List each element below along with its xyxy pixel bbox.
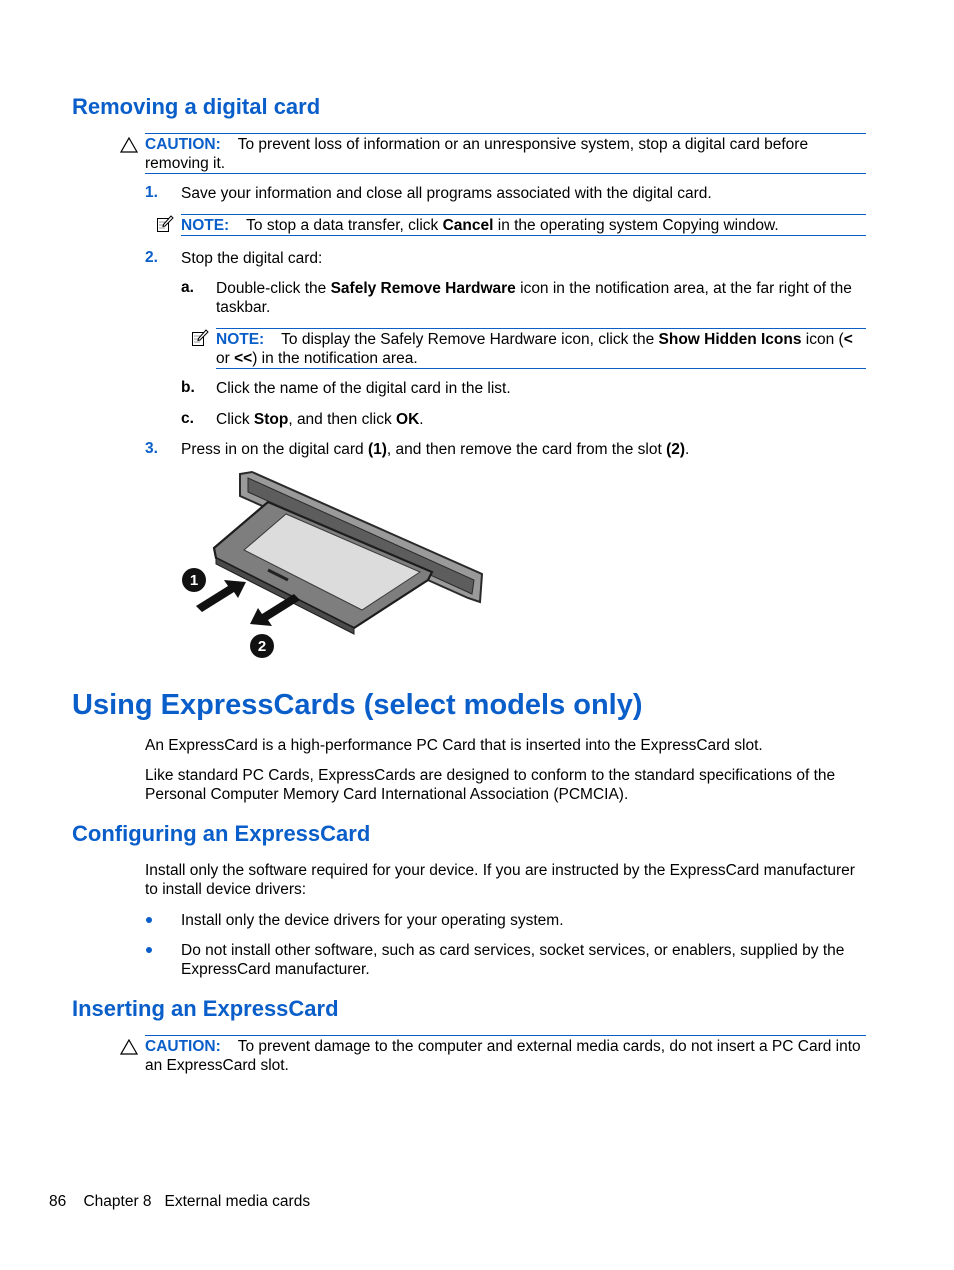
substep-bold: OK xyxy=(396,411,420,428)
caution-box xyxy=(145,133,866,174)
bullet-icon xyxy=(146,947,152,953)
substep-bold: Safely Remove Hardware xyxy=(330,280,516,297)
step-number: 2. xyxy=(145,249,158,266)
note-label: NOTE: xyxy=(181,217,230,234)
note-text: To stop a data transfer, click xyxy=(246,217,443,234)
step-number: 1. xyxy=(145,184,158,201)
note-box xyxy=(181,214,866,236)
section-heading-removing-digital-card: Removing a digital card xyxy=(72,94,321,119)
note-text: To display the Safely Remove Hardware icon, click the xyxy=(281,331,659,348)
note-bold: Cancel xyxy=(442,217,494,234)
substep-text-part: icon in the notification area, at the far right of the taskbar. xyxy=(216,280,852,316)
bullet-text: Install only the device drivers for your operating system. xyxy=(181,912,564,929)
paragraph: An ExpressCard is a high-performance PC Card that is inserted into the ExpressCard slot. xyxy=(145,737,763,754)
substep-letter: a. xyxy=(181,279,194,296)
callout-2-label: 2 xyxy=(257,638,267,655)
caution-label: CAUTION: xyxy=(145,136,221,153)
bullet-text: Do not install other software, such as card services, socket services, or enablers, supplied by the ExpressCard manufacturer. xyxy=(181,942,845,978)
substep-text-part: Click xyxy=(216,411,254,428)
substep-letter: c. xyxy=(181,410,194,427)
step-text-part: Press in on the digital card xyxy=(181,441,368,458)
note-text: icon ( xyxy=(801,331,844,348)
section-heading-configuring-expresscard: Configuring an ExpressCard xyxy=(72,821,371,846)
substep-text-part: . xyxy=(419,411,424,428)
substep-letter: b. xyxy=(181,379,195,396)
step-bold: (1) xyxy=(367,441,387,458)
callout-1-label: 1 xyxy=(189,572,199,589)
step-text: Stop the digital card: xyxy=(181,250,323,267)
caution-triangle-icon xyxy=(120,137,138,153)
paragraph: Like standard PC Cards, ExpressCards are designed to conform to the standard specifications of the Personal Computer Memory Card International Association (PCMCIA). xyxy=(145,767,836,803)
note-pencil-icon xyxy=(156,215,174,233)
note-text: or xyxy=(216,350,235,367)
step-text: Save your information and close all programs associated with the digital card. xyxy=(181,185,712,202)
page-footer xyxy=(49,1193,310,1211)
step-text-part: . xyxy=(685,441,690,458)
footer-chapter: Chapter 8 xyxy=(83,1193,152,1210)
footer-title: External media cards xyxy=(164,1193,311,1210)
caution-text: To prevent loss of information or an unresponsive system, stop a digital card before removing it. xyxy=(145,136,809,172)
note-box xyxy=(216,328,866,369)
digital-card-removal-illustration xyxy=(178,468,488,664)
bullet-icon xyxy=(146,917,152,923)
step-bold: (2) xyxy=(666,441,686,458)
caution-text: To prevent damage to the computer and external media cards, do not insert a PC Card into an ExpressCard slot. xyxy=(145,1038,861,1074)
note-bold: Show Hidden Icons xyxy=(658,331,802,348)
remove-arrow-icon xyxy=(250,594,300,626)
step-text xyxy=(181,440,867,459)
note-bold: << xyxy=(234,350,253,367)
note-text: ) in the notification area. xyxy=(252,350,418,367)
note-bold: < xyxy=(843,331,853,348)
substep-text-part: Double-click the xyxy=(216,280,331,297)
substep-text xyxy=(216,410,867,429)
note-pencil-icon xyxy=(191,329,209,347)
substep-text xyxy=(216,279,867,317)
caution-label: CAUTION: xyxy=(145,1038,221,1055)
page-number: 86 xyxy=(49,1193,67,1210)
step-number: 3. xyxy=(145,440,158,457)
substep-text: Click the name of the digital card in the list. xyxy=(216,380,511,397)
section-heading-inserting-expresscard: Inserting an ExpressCard xyxy=(72,996,339,1021)
paragraph: Install only the software required for your device. If you are instructed by the ExpressCard manufacturer to install device drivers: xyxy=(145,862,855,898)
caution-triangle-icon xyxy=(120,1039,138,1055)
substep-text-part: , and then click xyxy=(288,411,397,428)
substep-bold: Stop xyxy=(253,411,289,428)
caution-box xyxy=(145,1035,866,1075)
chapter-heading-expresscards: Using ExpressCards (select models only) xyxy=(72,689,643,721)
note-text: in the operating system Copying window. xyxy=(493,217,779,234)
step-text-part: , and then remove the card from the slot xyxy=(386,441,667,458)
note-label: NOTE: xyxy=(216,331,265,348)
